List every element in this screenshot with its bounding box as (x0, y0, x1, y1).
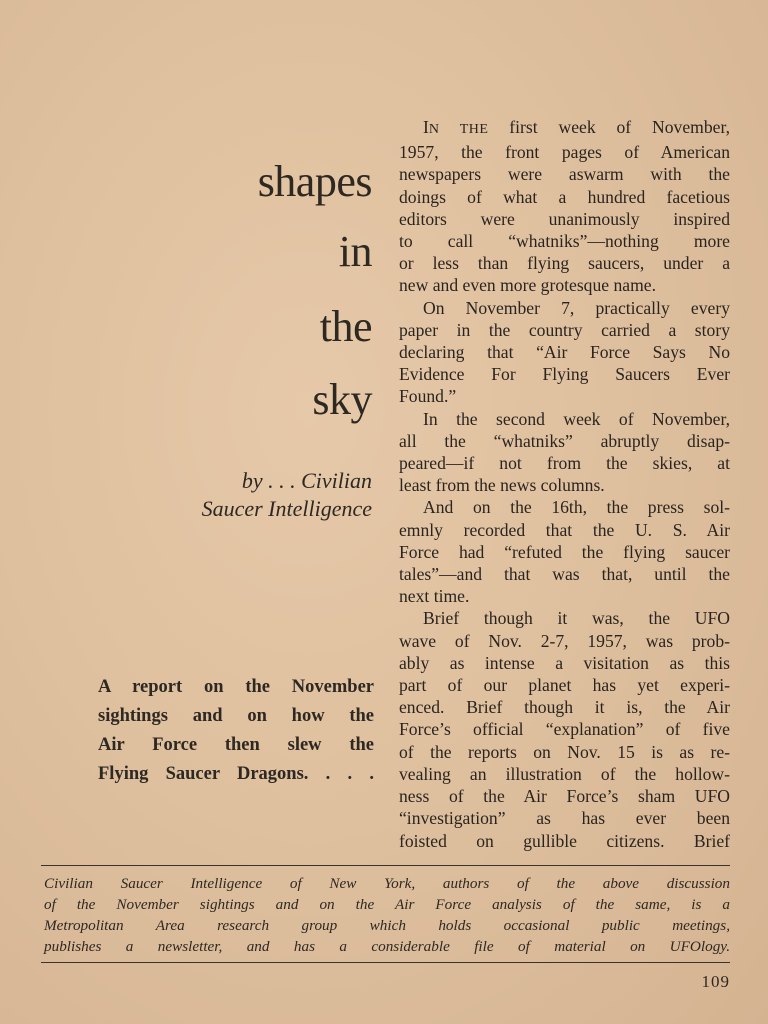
article-line: peared—if not from the skies, at (399, 453, 730, 474)
article-line: ness of the Air Force’s sham UFO (399, 786, 730, 807)
deck-line: Air Force then slew the (98, 735, 374, 755)
article-line (399, 116, 730, 141)
footnote-line: of the November sightings and on the Air Force analysis of the same, is a (44, 896, 730, 913)
footnote-line: Metropolitan Area research group which holds occasional public meetings, (44, 917, 730, 934)
article-line: declaring that “Air Force Says No (399, 342, 730, 363)
deck-line: Flying Saucer Dragons. . . . (98, 764, 374, 784)
article-line: of the reports on Nov. 15 is as re- (399, 741, 730, 762)
title-word-shapes: shapes (257, 157, 372, 206)
deck-line: sightings and on how the (98, 706, 374, 726)
title-word-sky: sky (312, 375, 372, 424)
article-line: enced. Brief though it is, the Air (399, 697, 730, 718)
article-line: wave of Nov. 2-7, 1957, was prob- (399, 630, 730, 651)
article-line: new and even more grotesque name. (399, 275, 656, 296)
article-line: In the second week of November, (423, 408, 730, 429)
article-line: to call “whatniks”—nothing more (399, 231, 730, 252)
deck-line: A report on the November (98, 677, 374, 697)
article-line: paper in the country carried a story (399, 319, 730, 340)
drop-cap: I (423, 117, 429, 137)
title-word-in: in (338, 227, 372, 276)
article-line: On November 7, practically every (423, 297, 730, 318)
article-line: tales”—and that was that, until the (399, 564, 730, 585)
title-word-the: the (319, 302, 372, 351)
article-line: least from the news columns. (399, 475, 605, 496)
article-line: foisted on gullible citizens. Brief (399, 830, 730, 851)
article-line: emnly recorded that the U. S. Air (399, 519, 730, 540)
deck-summary (98, 673, 374, 789)
footnote-line: Civilian Saucer Intelligence of New York, authors of the above discussion (44, 875, 730, 892)
article-line: Force’s official “explanation” of five (399, 719, 730, 740)
byline-line-2: Saucer Intelligence (201, 496, 372, 521)
article-line: or less than flying saucers, under a (399, 253, 730, 274)
article-line: Force had “refuted the flying saucer (399, 541, 730, 562)
footnote-top-rule (41, 865, 730, 866)
article-line: Found.” (399, 386, 457, 407)
article-line: doings of what a hundred facetious (399, 186, 730, 207)
footnote-line: publishes a newsletter, and has a considerable file of material on UFOlogy. (44, 938, 730, 955)
article-line: newspapers were aswarm with the (399, 164, 730, 185)
article-line: And on the 16th, the press sol- (423, 497, 730, 518)
article-line: part of our planet has yet experi- (399, 675, 730, 696)
byline-line-1: by . . . Civilian (241, 468, 372, 493)
footnote (44, 873, 730, 957)
article-line: 1957, the front pages of American (399, 142, 730, 163)
article-line-text: first week of November, (488, 117, 730, 137)
article-line: editors were unanimously inspired (399, 208, 730, 229)
article-line: next time. (399, 586, 470, 607)
page-number: 109 (701, 972, 730, 991)
article-body (399, 116, 730, 852)
article-line: ably as intense a visitation as this (399, 652, 730, 673)
footnote-bottom-rule (41, 962, 730, 963)
article-line: all the “whatniks” abruptly disap- (399, 430, 730, 451)
article-line: Evidence For Flying Saucers Ever (399, 364, 730, 385)
article-line: Brief though it was, the UFO (423, 608, 730, 629)
small-caps: N THE (428, 122, 489, 137)
article-line: vealing an illustration of the hollow- (399, 763, 730, 784)
article-line: “investigation” as has ever been (399, 808, 730, 829)
